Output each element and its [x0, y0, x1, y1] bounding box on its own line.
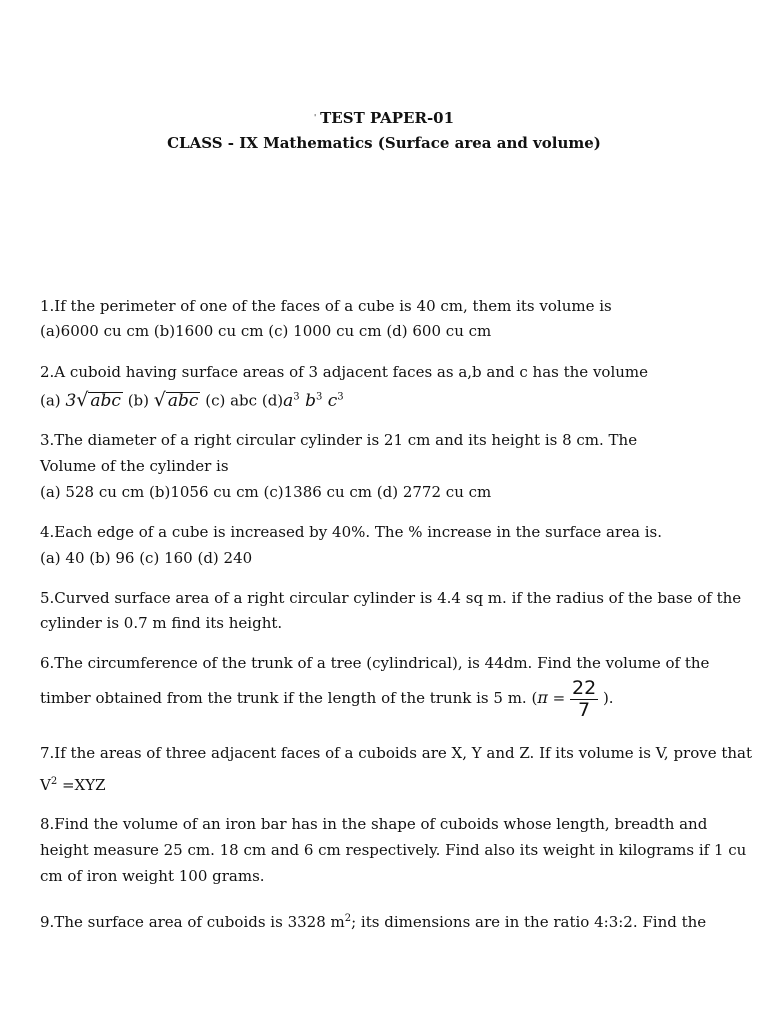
tick-mark: '	[313, 113, 317, 122]
question-text-line-2: cylinder is 0.7 m find its height.	[40, 614, 283, 632]
option-b-label: (b)	[127, 391, 150, 410]
question-text: 1.If the perimeter of one of the faces of a cube is 40 cm, them its volume is	[40, 297, 612, 315]
question-text: 4.Each edge of a cube is increased by 40%. The % increase in the surface area is.	[40, 523, 663, 541]
question-text-line-1: 8.Find the volume of an iron bar has in the shape of cuboids whose length, breadth and	[40, 815, 708, 833]
exponent: 3	[315, 391, 323, 402]
question-options: (a) 528 cu cm (b)1056 cu cm (c)1386 cu cm (d) 2772 cu cm	[40, 483, 492, 501]
option-b-expression	[153, 388, 201, 411]
question-text: 2.A cuboid having surface areas of 3 adjacent faces as a,b and c has the volume	[40, 363, 649, 381]
question-text-line-2	[40, 676, 614, 720]
question-text-line-1: 6.The circumference of the trunk of a tree (cylindrical), is 44dm. Find the volume of the	[40, 654, 710, 672]
question-text	[40, 909, 706, 932]
question-text-line-1: 7.If the areas of three adjacent faces of a cuboids are X, Y and Z. If its volume is V, prove that	[40, 744, 753, 762]
equation-rest: =XYZ	[57, 776, 106, 794]
option-d-label: (d)	[261, 391, 284, 410]
line-2-text: timber obtained from the trunk if the length of the trunk is 5 m. (	[40, 689, 538, 707]
radical-sign-icon: √	[153, 388, 166, 411]
title-text: TEST PAPER-01	[320, 109, 455, 127]
exponent: 2	[50, 776, 58, 787]
question-text-line-2: Volume of the cylinder is	[40, 457, 229, 475]
paper-subtitle: CLASS - IX Mathematics (Surface area and volume)	[167, 134, 601, 152]
question-options: (a) 40 (b) 96 (c) 160 (d) 240	[40, 549, 253, 567]
exponent: 3	[293, 391, 300, 402]
paper-title	[0, 108, 768, 128]
exponent: 3	[337, 391, 344, 402]
var-b: b	[305, 390, 316, 411]
question-text-line-2	[40, 772, 106, 795]
radical-sign-icon: √	[76, 388, 89, 411]
radicand: abc	[167, 390, 199, 411]
question-text-line-1: 3.The diameter of a right circular cylinder is 21 cm and its height is 8 cm. The	[40, 431, 638, 449]
option-c: (c) abc	[205, 391, 258, 410]
coefficient: 3	[65, 390, 77, 411]
option-d-expression	[283, 391, 344, 411]
var-a: a	[283, 390, 294, 411]
question-text-line-2: height measure 25 cm. 18 cm and 6 cm respectively. Find also its weight in kilograms if 1 cu	[40, 841, 747, 859]
denominator: 7	[578, 698, 591, 721]
q9-text-start: 9.The surface area of cuboids is 3328 m	[40, 913, 345, 931]
question-options	[40, 387, 344, 411]
var-c: c	[327, 390, 338, 411]
question-text-line-1: 5.Curved surface area of a right circular cylinder is 4.4 sq m. if the radius of the base of the	[40, 589, 742, 607]
equals-sign: =	[552, 689, 566, 707]
question-text-line-3: cm of iron weight 100 grams.	[40, 867, 265, 885]
option-a-expression	[65, 388, 122, 411]
radicand: abc	[90, 390, 121, 411]
fraction	[570, 676, 598, 721]
var-v: V	[40, 776, 51, 794]
pi-symbol: π	[537, 688, 548, 707]
option-a-label: (a)	[40, 391, 61, 410]
question-options: (a)6000 cu cm (b)1600 cu cm (c) 1000 cu cm (d) 600 cu cm	[40, 322, 492, 340]
line-2-tail: ).	[602, 689, 614, 707]
q9-text-end: ; its dimensions are in the ratio 4:3:2. Find the	[351, 913, 707, 931]
numerator: 22	[571, 676, 597, 699]
exponent: 2	[344, 913, 352, 924]
